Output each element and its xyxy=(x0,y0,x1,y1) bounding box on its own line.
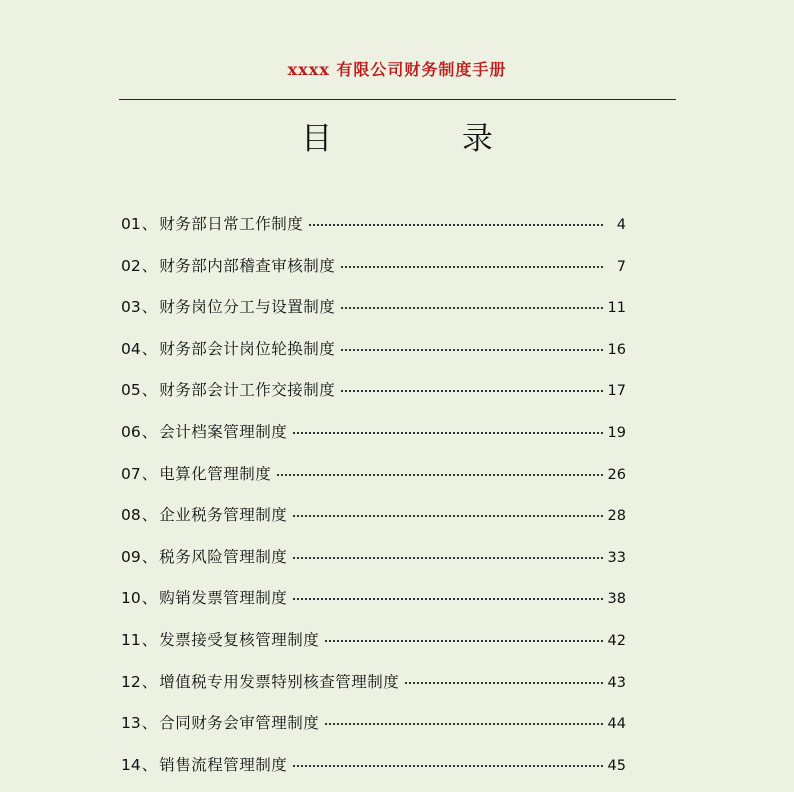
toc-heading: 目 录 xyxy=(301,121,553,157)
toc-entry[interactable] xyxy=(121,578,626,620)
toc-entry-page-number: 45 xyxy=(607,757,626,774)
toc-entry[interactable] xyxy=(121,412,626,454)
toc-dot-leader xyxy=(341,349,603,351)
toc-dot-leader xyxy=(341,307,603,309)
toc-entry-separator: 、 xyxy=(141,506,158,525)
toc-entry[interactable] xyxy=(121,662,626,704)
toc-entry-number: 14 xyxy=(121,755,141,774)
toc-entry-title: 会计档案管理制度 xyxy=(159,422,288,441)
toc-entry-page-number: 43 xyxy=(607,674,626,691)
toc-dot-leader xyxy=(341,390,603,392)
toc-entry-page-number: 11 xyxy=(607,300,626,317)
toc-entry-page-number: 38 xyxy=(607,591,626,608)
toc-entry-number: 10 xyxy=(121,589,141,608)
toc-dot-leader xyxy=(325,640,603,642)
toc-entry-number: 12 xyxy=(121,672,141,691)
toc-entry-number: 07 xyxy=(121,464,141,483)
toc-dot-leader xyxy=(293,432,603,434)
toc-entry[interactable] xyxy=(121,537,626,579)
toc-dot-leader xyxy=(293,515,603,517)
toc-entry-number: 01 xyxy=(121,215,141,233)
toc-entry-separator: 、 xyxy=(141,464,158,483)
toc-entry-number: 04 xyxy=(121,339,141,358)
toc-entry-page-number: 44 xyxy=(607,716,626,733)
toc-entry-separator: 、 xyxy=(141,589,158,608)
toc-entry-page-number: 26 xyxy=(607,466,626,483)
toc-entry-page-number: 7 xyxy=(616,258,626,275)
toc-entry-title: 增值税专用发票特别核查管理制度 xyxy=(159,672,400,691)
toc-entry-number: 08 xyxy=(121,506,141,525)
document-header-title: xxxx 有限公司财务制度手册 xyxy=(287,60,507,79)
toc-dot-leader xyxy=(293,557,603,559)
toc-entry[interactable] xyxy=(121,620,626,662)
toc-entry-title: 税务风险管理制度 xyxy=(159,547,288,566)
toc-entry-title: 企业税务管理制度 xyxy=(159,506,288,525)
toc-entry-title: 销售流程管理制度 xyxy=(159,755,288,774)
toc-entry[interactable] xyxy=(121,454,626,496)
toc-entry[interactable] xyxy=(121,495,626,537)
toc-entry-number: 09 xyxy=(121,547,141,566)
toc-entry-title: 财务岗位分工与设置制度 xyxy=(159,298,336,317)
toc-entry[interactable] xyxy=(121,246,626,288)
toc-entry-separator: 、 xyxy=(141,298,158,317)
toc-entry-separator: 、 xyxy=(141,714,158,733)
toc-entry[interactable] xyxy=(121,287,626,329)
toc-entry-number: 06 xyxy=(121,422,141,441)
toc-dot-leader xyxy=(309,224,603,226)
toc-entry-title: 财务部内部稽查审核制度 xyxy=(159,256,336,275)
toc-entry-separator: 、 xyxy=(141,339,158,358)
toc-entry-title: 电算化管理制度 xyxy=(159,464,272,483)
toc-entry-separator: 、 xyxy=(141,547,158,566)
toc-entry-page-number: 33 xyxy=(607,549,626,566)
toc-entry-title: 发票接受复核管理制度 xyxy=(159,630,320,649)
toc-entry-page-number: 16 xyxy=(607,341,626,358)
toc-dot-leader xyxy=(341,266,603,268)
toc-dot-leader xyxy=(405,682,603,684)
toc-entry-separator: 、 xyxy=(141,256,158,275)
toc-entry-title: 购销发票管理制度 xyxy=(159,589,288,608)
toc-entry-page-number: 28 xyxy=(607,508,626,525)
toc-entry-title: 合同财务会审管理制度 xyxy=(159,714,320,733)
toc-entry-number: 13 xyxy=(121,714,141,733)
toc-dot-leader xyxy=(293,598,603,600)
toc-entry[interactable] xyxy=(121,745,626,787)
toc-entry[interactable] xyxy=(121,703,626,745)
toc-entry-number: 11 xyxy=(121,630,141,649)
toc-entry-number: 02 xyxy=(121,256,141,275)
toc-dot-leader xyxy=(277,474,603,476)
toc-entry[interactable] xyxy=(121,329,626,371)
toc-entry-separator: 、 xyxy=(141,755,158,774)
toc-entry-separator: 、 xyxy=(141,422,158,441)
toc-entry-title: 财务部会计岗位轮换制度 xyxy=(159,339,336,358)
toc-entry-page-number: 42 xyxy=(607,632,626,649)
toc-entry-page-number: 17 xyxy=(607,383,626,400)
table-of-contents xyxy=(121,204,626,786)
toc-entry-separator: 、 xyxy=(141,381,158,400)
toc-entry[interactable] xyxy=(121,370,626,412)
toc-dot-leader xyxy=(325,723,603,725)
toc-entry-title: 财务部会计工作交接制度 xyxy=(159,381,336,400)
header-divider xyxy=(119,99,676,100)
toc-entry-separator: 、 xyxy=(141,630,158,649)
toc-entry[interactable] xyxy=(121,204,626,246)
toc-entry-title: 财务部日常工作制度 xyxy=(159,215,304,233)
toc-entry-separator: 、 xyxy=(141,672,158,691)
toc-entry-separator: 、 xyxy=(141,215,158,233)
toc-entry-number: 03 xyxy=(121,298,141,317)
toc-entry-number: 05 xyxy=(121,381,141,400)
toc-dot-leader xyxy=(293,765,603,767)
toc-entry-page-number: 4 xyxy=(616,217,626,233)
toc-entry-page-number: 19 xyxy=(607,424,626,441)
